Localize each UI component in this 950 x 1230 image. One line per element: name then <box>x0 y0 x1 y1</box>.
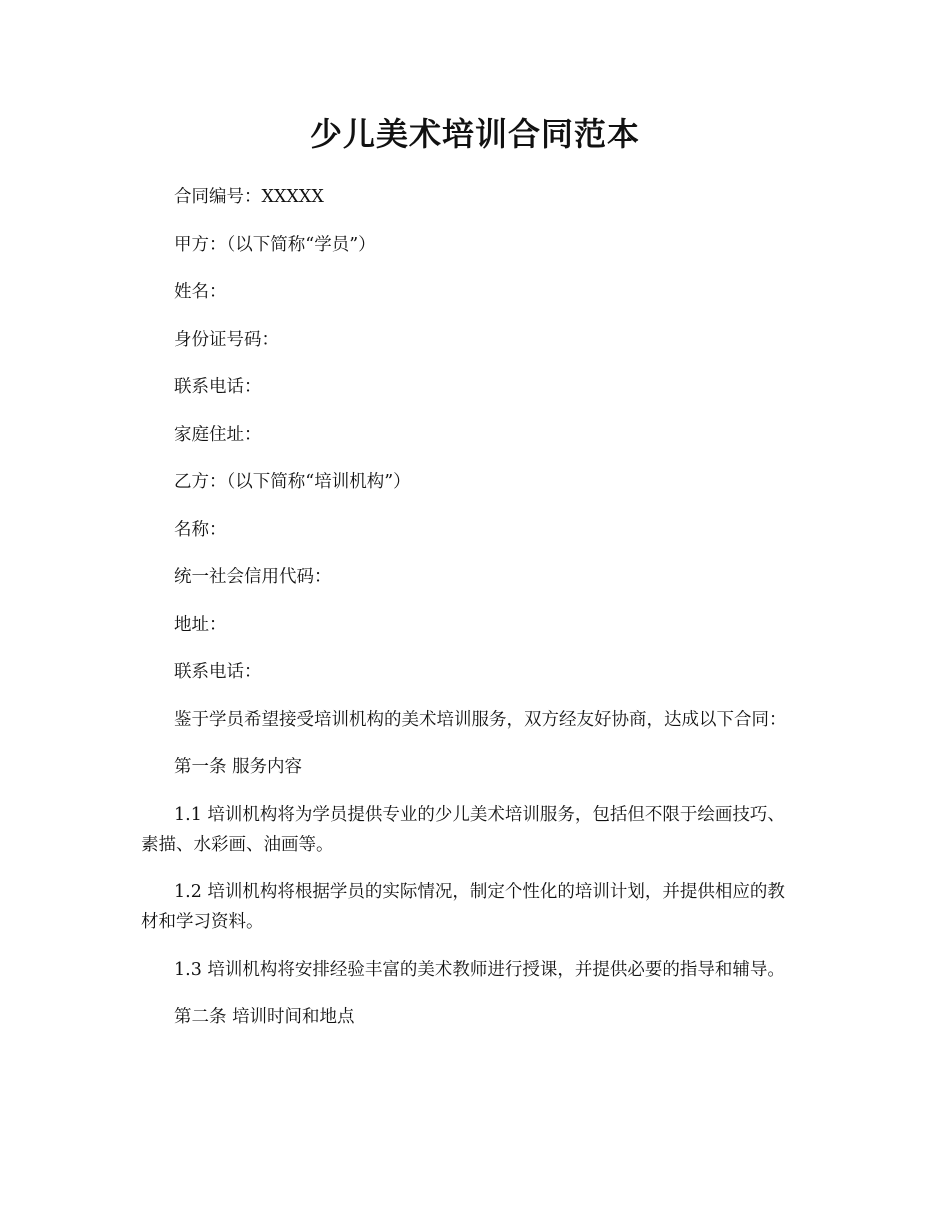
party-a-phone: 联系电话： <box>174 377 262 397</box>
party-b-address: 地址： <box>174 614 227 635</box>
article-1-heading: 第一条 服务内容 <box>174 757 303 777</box>
document-title: 少儿美术培训合同范本 <box>309 115 640 153</box>
preamble: 鉴于学员希望接受培训机构的美术培训服务，双方经友好协商，达成以下合同： <box>174 709 787 730</box>
contract-number: 合同编号：XXXXX <box>174 187 324 207</box>
party-b-heading: 乙方：（以下简称“培训机构”） <box>174 472 411 492</box>
party-a-heading: 甲方：（以下简称“学员”） <box>174 234 376 255</box>
clause-1-2: 1.2 培训机构将根据学员的实际情况，制定个性化的培训计划，并提供相应的教材和学习资料。 <box>141 882 785 932</box>
clause-1-3: 1.3 培训机构将安排经验丰富的美术教师进行授课，并提供必要的指导和辅导。 <box>174 959 785 980</box>
party-a-id-number: 身份证号码： <box>174 329 279 350</box>
clause-1-1: 1.1 培训机构将为学员提供专业的少儿美术培训服务，包括但不限于绘画技巧、素描、水彩画、油画等。 <box>141 804 785 855</box>
party-b-credit-code: 统一社会信用代码： <box>174 567 332 587</box>
party-b-name: 名称： <box>174 519 227 540</box>
document-body <box>141 182 801 1050</box>
party-a-address: 家庭住址： <box>174 424 262 445</box>
party-a-name: 姓名： <box>174 282 227 302</box>
article-2-heading: 第二条 培训时间和地点 <box>174 1007 355 1027</box>
party-b-phone: 联系电话： <box>174 662 262 682</box>
